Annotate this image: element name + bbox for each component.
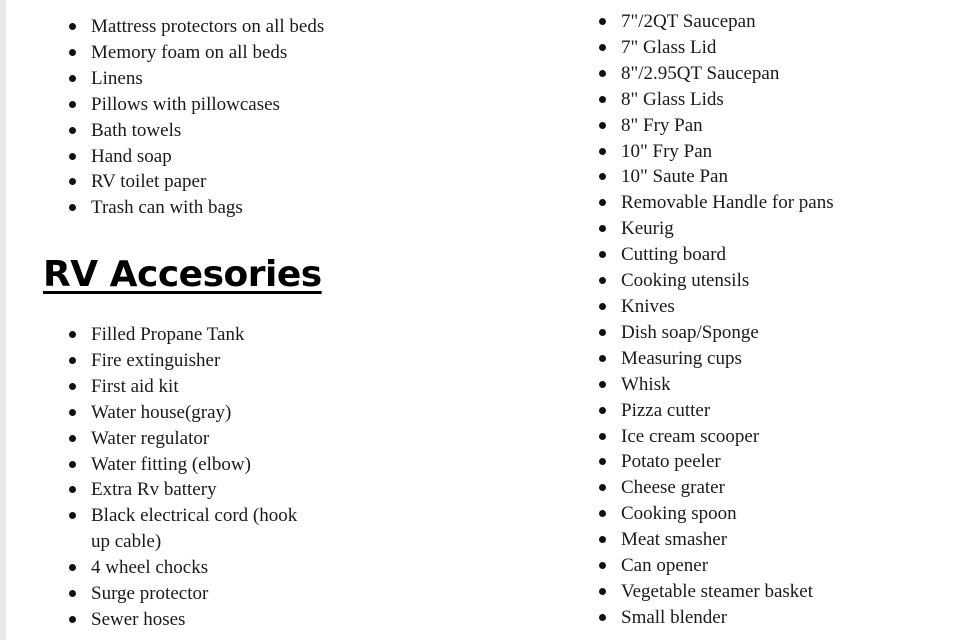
bullet-icon bbox=[599, 225, 606, 232]
list-item: Measuring cups bbox=[536, 346, 960, 372]
bullet-icon bbox=[69, 178, 76, 185]
bullet-icon bbox=[69, 153, 76, 160]
list-item: Whisk bbox=[536, 372, 960, 398]
bullet-icon bbox=[599, 303, 606, 310]
bullet-icon bbox=[599, 44, 606, 51]
bullet-icon bbox=[69, 75, 76, 82]
list-item: 4 wheel chocks bbox=[6, 555, 486, 581]
bullet-icon bbox=[599, 329, 606, 336]
section-heading-rv-accessories: RV Accesories bbox=[43, 254, 322, 295]
bedroom-list bbox=[6, 14, 486, 221]
bullet-icon bbox=[599, 18, 606, 25]
bullet-icon bbox=[69, 461, 76, 468]
bullet-icon bbox=[69, 435, 76, 442]
list-item: RV toilet paper bbox=[6, 169, 486, 195]
list-item: Water fitting (elbow) bbox=[6, 452, 486, 478]
bullet-icon bbox=[69, 486, 76, 493]
list-item: Surge protector bbox=[6, 581, 486, 607]
bullet-icon bbox=[599, 536, 606, 543]
list-item: Vegetable steamer basket bbox=[536, 579, 960, 605]
bullet-icon bbox=[69, 564, 76, 571]
bullet-icon bbox=[599, 614, 606, 621]
bullet-icon bbox=[69, 23, 76, 30]
bullet-icon bbox=[69, 409, 76, 416]
list-item: Removable Handle for pans bbox=[536, 190, 960, 216]
bullet-icon bbox=[599, 96, 606, 103]
list-item: Trash can with bags bbox=[6, 195, 486, 221]
list-item: Cooking utensils bbox=[536, 268, 960, 294]
bullet-icon bbox=[599, 381, 606, 388]
list-item: Bath towels bbox=[6, 118, 486, 144]
bullet-icon bbox=[599, 510, 606, 517]
list-item: Memory foam on all beds bbox=[6, 40, 486, 66]
list-item: Hand soap bbox=[6, 144, 486, 170]
list-item: Cheese grater bbox=[536, 475, 960, 501]
list-item: Pizza cutter bbox=[536, 398, 960, 424]
list-item: Mattress protectors on all beds bbox=[6, 14, 486, 40]
bullet-icon bbox=[599, 148, 606, 155]
bullet-icon bbox=[599, 562, 606, 569]
bullet-icon bbox=[69, 331, 76, 338]
rv-accessories-list bbox=[6, 322, 486, 633]
list-item: Extra Rv battery bbox=[6, 477, 486, 503]
list-item: 10" Saute Pan bbox=[536, 164, 960, 190]
list-item: Black electrical cord (hook up cable) bbox=[6, 503, 486, 555]
bullet-icon bbox=[599, 484, 606, 491]
bullet-icon bbox=[599, 355, 606, 362]
bullet-icon bbox=[599, 588, 606, 595]
bullet-icon bbox=[69, 616, 76, 623]
list-item: Water house(gray) bbox=[6, 400, 486, 426]
list-item: Cooking spoon bbox=[536, 501, 960, 527]
bullet-icon bbox=[69, 357, 76, 364]
bullet-icon bbox=[599, 251, 606, 258]
bullet-icon bbox=[599, 458, 606, 465]
list-item: Linens bbox=[6, 66, 486, 92]
list-item: 7" Glass Lid bbox=[536, 35, 960, 61]
bullet-icon bbox=[69, 49, 76, 56]
list-item: 7"/2QT Saucepan bbox=[536, 9, 960, 35]
bullet-icon bbox=[69, 590, 76, 597]
bullet-icon bbox=[69, 101, 76, 108]
list-item: Fire extinguisher bbox=[6, 348, 486, 374]
kitchen-list bbox=[536, 9, 960, 631]
checklist-page bbox=[6, 0, 960, 640]
list-item: First aid kit bbox=[6, 374, 486, 400]
list-item: Sewer hoses bbox=[6, 607, 486, 633]
bullet-icon bbox=[599, 407, 606, 414]
list-item: Potato peeler bbox=[536, 449, 960, 475]
bullet-icon bbox=[599, 122, 606, 129]
bullet-icon bbox=[69, 127, 76, 134]
list-item: Pillows with pillowcases bbox=[6, 92, 486, 118]
bullet-icon bbox=[599, 277, 606, 284]
list-item: Meat smasher bbox=[536, 527, 960, 553]
list-item: 8" Fry Pan bbox=[536, 113, 960, 139]
list-item: Can opener bbox=[536, 553, 960, 579]
bullet-icon bbox=[69, 383, 76, 390]
list-item: 8" Glass Lids bbox=[536, 87, 960, 113]
list-item: Ice cream scooper bbox=[536, 424, 960, 450]
bullet-icon bbox=[69, 512, 76, 519]
list-item: Water regulator bbox=[6, 426, 486, 452]
list-item: Keurig bbox=[536, 216, 960, 242]
bullet-icon bbox=[599, 199, 606, 206]
list-item: Filled Propane Tank bbox=[6, 322, 486, 348]
list-item: Small blender bbox=[536, 605, 960, 631]
list-item: Knives bbox=[536, 294, 960, 320]
list-item: Cutting board bbox=[536, 242, 960, 268]
list-item: 10" Fry Pan bbox=[536, 139, 960, 165]
bullet-icon bbox=[599, 70, 606, 77]
bullet-icon bbox=[599, 433, 606, 440]
list-item: 8"/2.95QT Saucepan bbox=[536, 61, 960, 87]
bullet-icon bbox=[599, 173, 606, 180]
list-item: Dish soap/Sponge bbox=[536, 320, 960, 346]
bullet-icon bbox=[69, 204, 76, 211]
